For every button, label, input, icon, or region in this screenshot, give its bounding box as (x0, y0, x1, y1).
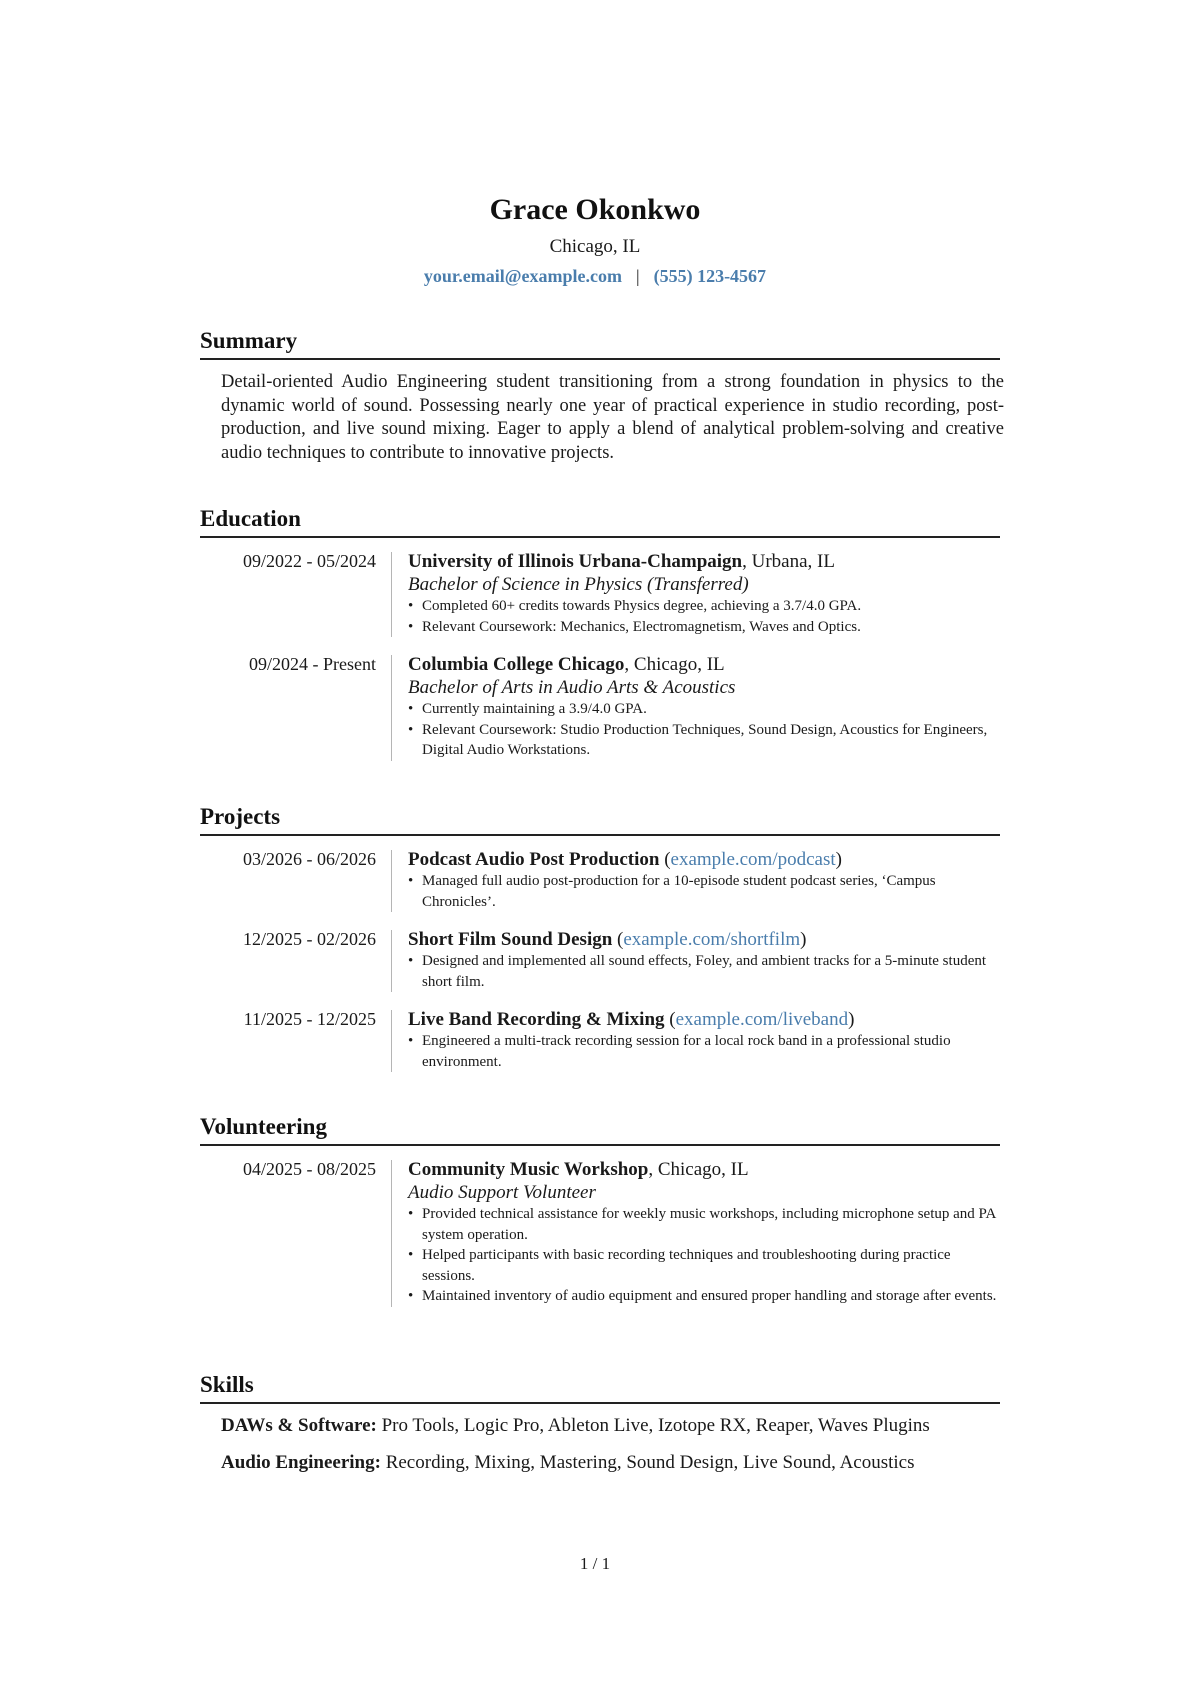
entry-content (408, 848, 1000, 912)
bullet-item: • Managed full audio post-production for a 10-episode student podcast series, ‘Campus Chronicles’. (408, 871, 1000, 912)
bullet-list (408, 1031, 1000, 1072)
entry-title (408, 928, 1000, 951)
contact-line (0, 263, 1190, 289)
role-title: Audio Support Volunteer (408, 1182, 596, 1203)
institution-location: , Urbana, IL (742, 551, 835, 572)
section-divider (200, 834, 1000, 836)
project-entry (200, 848, 1000, 912)
organization-name: Community Music Workshop (408, 1159, 649, 1180)
project-name: Podcast Audio Post Production (408, 849, 660, 870)
bullet-item: • Maintained inventory of audio equipment and ensured proper handling and storage after events. (408, 1286, 1000, 1307)
skills-section (200, 1370, 1000, 1475)
project-name: Short Film Sound Design (408, 929, 613, 950)
section-divider (200, 358, 1000, 360)
entry-dates: 11/2025 - 12/2025 (243, 1009, 376, 1029)
entry-content (408, 928, 1000, 992)
skill-label: Audio Engineering: (221, 1452, 381, 1473)
education-entry (200, 653, 1000, 761)
resume-header (0, 190, 1190, 289)
paren-close: ) (800, 929, 807, 950)
paren-open: ( (612, 929, 624, 950)
paren-close: ) (835, 849, 842, 870)
bullet-list (408, 596, 1000, 637)
entry-title (408, 848, 1000, 871)
section-divider (200, 536, 1000, 538)
page-indicator: 1 / 1 (579, 1554, 611, 1573)
paren-close: ) (848, 1009, 855, 1030)
timeline-line (391, 655, 392, 761)
project-link[interactable]: example.com/shortfilm (623, 929, 801, 950)
projects-section (200, 802, 1000, 1072)
bullet-item: • Provided technical assistance for weekly music workshops, including microphone setup and PA system operation. (408, 1204, 1000, 1245)
section-divider (200, 1402, 1000, 1404)
entry-dates: 09/2022 - 05/2024 (243, 551, 376, 571)
phone-link[interactable]: (555) 123-4567 (653, 266, 767, 286)
institution-location: , Chicago, IL (624, 654, 725, 675)
project-entry (200, 928, 1000, 992)
timeline-line (391, 850, 392, 912)
entry-title (408, 550, 1000, 573)
summary-section (200, 326, 1004, 465)
bullet-item: • Relevant Coursework: Mechanics, Electromagnetism, Waves and Optics. (408, 617, 1000, 638)
volunteering-section (200, 1112, 1000, 1307)
paren-open: ( (664, 1009, 676, 1030)
bullet-list (408, 699, 1000, 761)
skill-value: Recording, Mixing, Mastering, Sound Design, Live Sound, Acoustics (380, 1452, 915, 1473)
contact-separator: | (635, 266, 640, 286)
timeline-line (391, 930, 392, 992)
entry-content (408, 550, 1000, 637)
bullet-item: • Currently maintaining a 3.9/4.0 GPA. (408, 699, 1000, 720)
entry-content (408, 653, 1000, 761)
volunteering-entry (200, 1158, 1000, 1307)
timeline-line (391, 552, 392, 637)
entry-dates: 03/2026 - 06/2026 (243, 849, 376, 869)
bullet-item: • Completed 60+ credits towards Physics degree, achieving a 3.7/4.0 GPA. (408, 596, 1000, 617)
entry-dates: 09/2024 - Present (249, 654, 376, 674)
bullet-list (408, 951, 1000, 992)
section-title-volunteering: Volunteering (200, 1114, 327, 1139)
section-title-education: Education (200, 506, 301, 531)
summary-text: Detail-oriented Audio Engineering student transitioning from a strong foundation in physics to the dynamic world of sound. Possessing nearly one year of practical experience in studio recording, post-production, and live sound mixing. Eager to apply a blend of analytical problem-solving and creative audio techniques to contribute to innovative projects. (221, 372, 1004, 463)
degree-name: Bachelor of Science in Physics (Transferred) (408, 574, 749, 595)
bullet-item: • Helped participants with basic recording techniques and troubleshooting during practice sessions. (408, 1245, 1000, 1286)
candidate-location: Chicago, IL (549, 236, 641, 257)
entry-content (408, 1158, 1000, 1307)
bullet-item: • Relevant Coursework: Studio Production Techniques, Sound Design, Acoustics for Engineers, Digital Audio Workstations. (408, 720, 1000, 761)
entry-content (408, 1008, 1000, 1072)
timeline-line (391, 1160, 392, 1307)
project-name: Live Band Recording & Mixing (408, 1009, 665, 1030)
skill-row (221, 1414, 1000, 1438)
section-divider (200, 1144, 1000, 1146)
timeline-line (391, 1010, 392, 1072)
institution-name: Columbia College Chicago (408, 654, 625, 675)
section-title-projects: Projects (200, 804, 281, 829)
entry-title (408, 1158, 1000, 1181)
education-section (200, 504, 1000, 761)
skill-label: DAWs & Software: (221, 1415, 377, 1436)
project-link[interactable]: example.com/podcast (670, 849, 836, 870)
education-entry (200, 550, 1000, 637)
organization-location: , Chicago, IL (648, 1159, 749, 1180)
skill-value: Pro Tools, Logic Pro, Ableton Live, Izotope RX, Reaper, Waves Plugins (376, 1415, 930, 1436)
project-link[interactable]: example.com/liveband (675, 1009, 849, 1030)
section-title-skills: Skills (200, 1372, 254, 1397)
institution-name: University of Illinois Urbana-Champaign (408, 551, 743, 572)
bullet-list (408, 1204, 1000, 1307)
degree-name: Bachelor of Arts in Audio Arts & Acoustics (408, 677, 736, 698)
email-link[interactable]: your.email@example.com (423, 266, 622, 286)
paren-open: ( (659, 849, 671, 870)
candidate-name: Grace Okonkwo (489, 193, 701, 226)
bullet-item: • Designed and implemented all sound effects, Foley, and ambient tracks for a 5-minute student short film. (408, 951, 1000, 992)
project-entry (200, 1008, 1000, 1072)
bullet-item: • Engineered a multi-track recording session for a local rock band in a professional studio environment. (408, 1031, 1000, 1072)
section-title-summary: Summary (200, 328, 298, 353)
entry-title (408, 653, 1000, 676)
skill-row (221, 1451, 1000, 1475)
entry-title (408, 1008, 1000, 1031)
bullet-list (408, 871, 1000, 912)
entry-dates: 04/2025 - 08/2025 (243, 1159, 376, 1179)
entry-dates: 12/2025 - 02/2026 (243, 929, 376, 949)
